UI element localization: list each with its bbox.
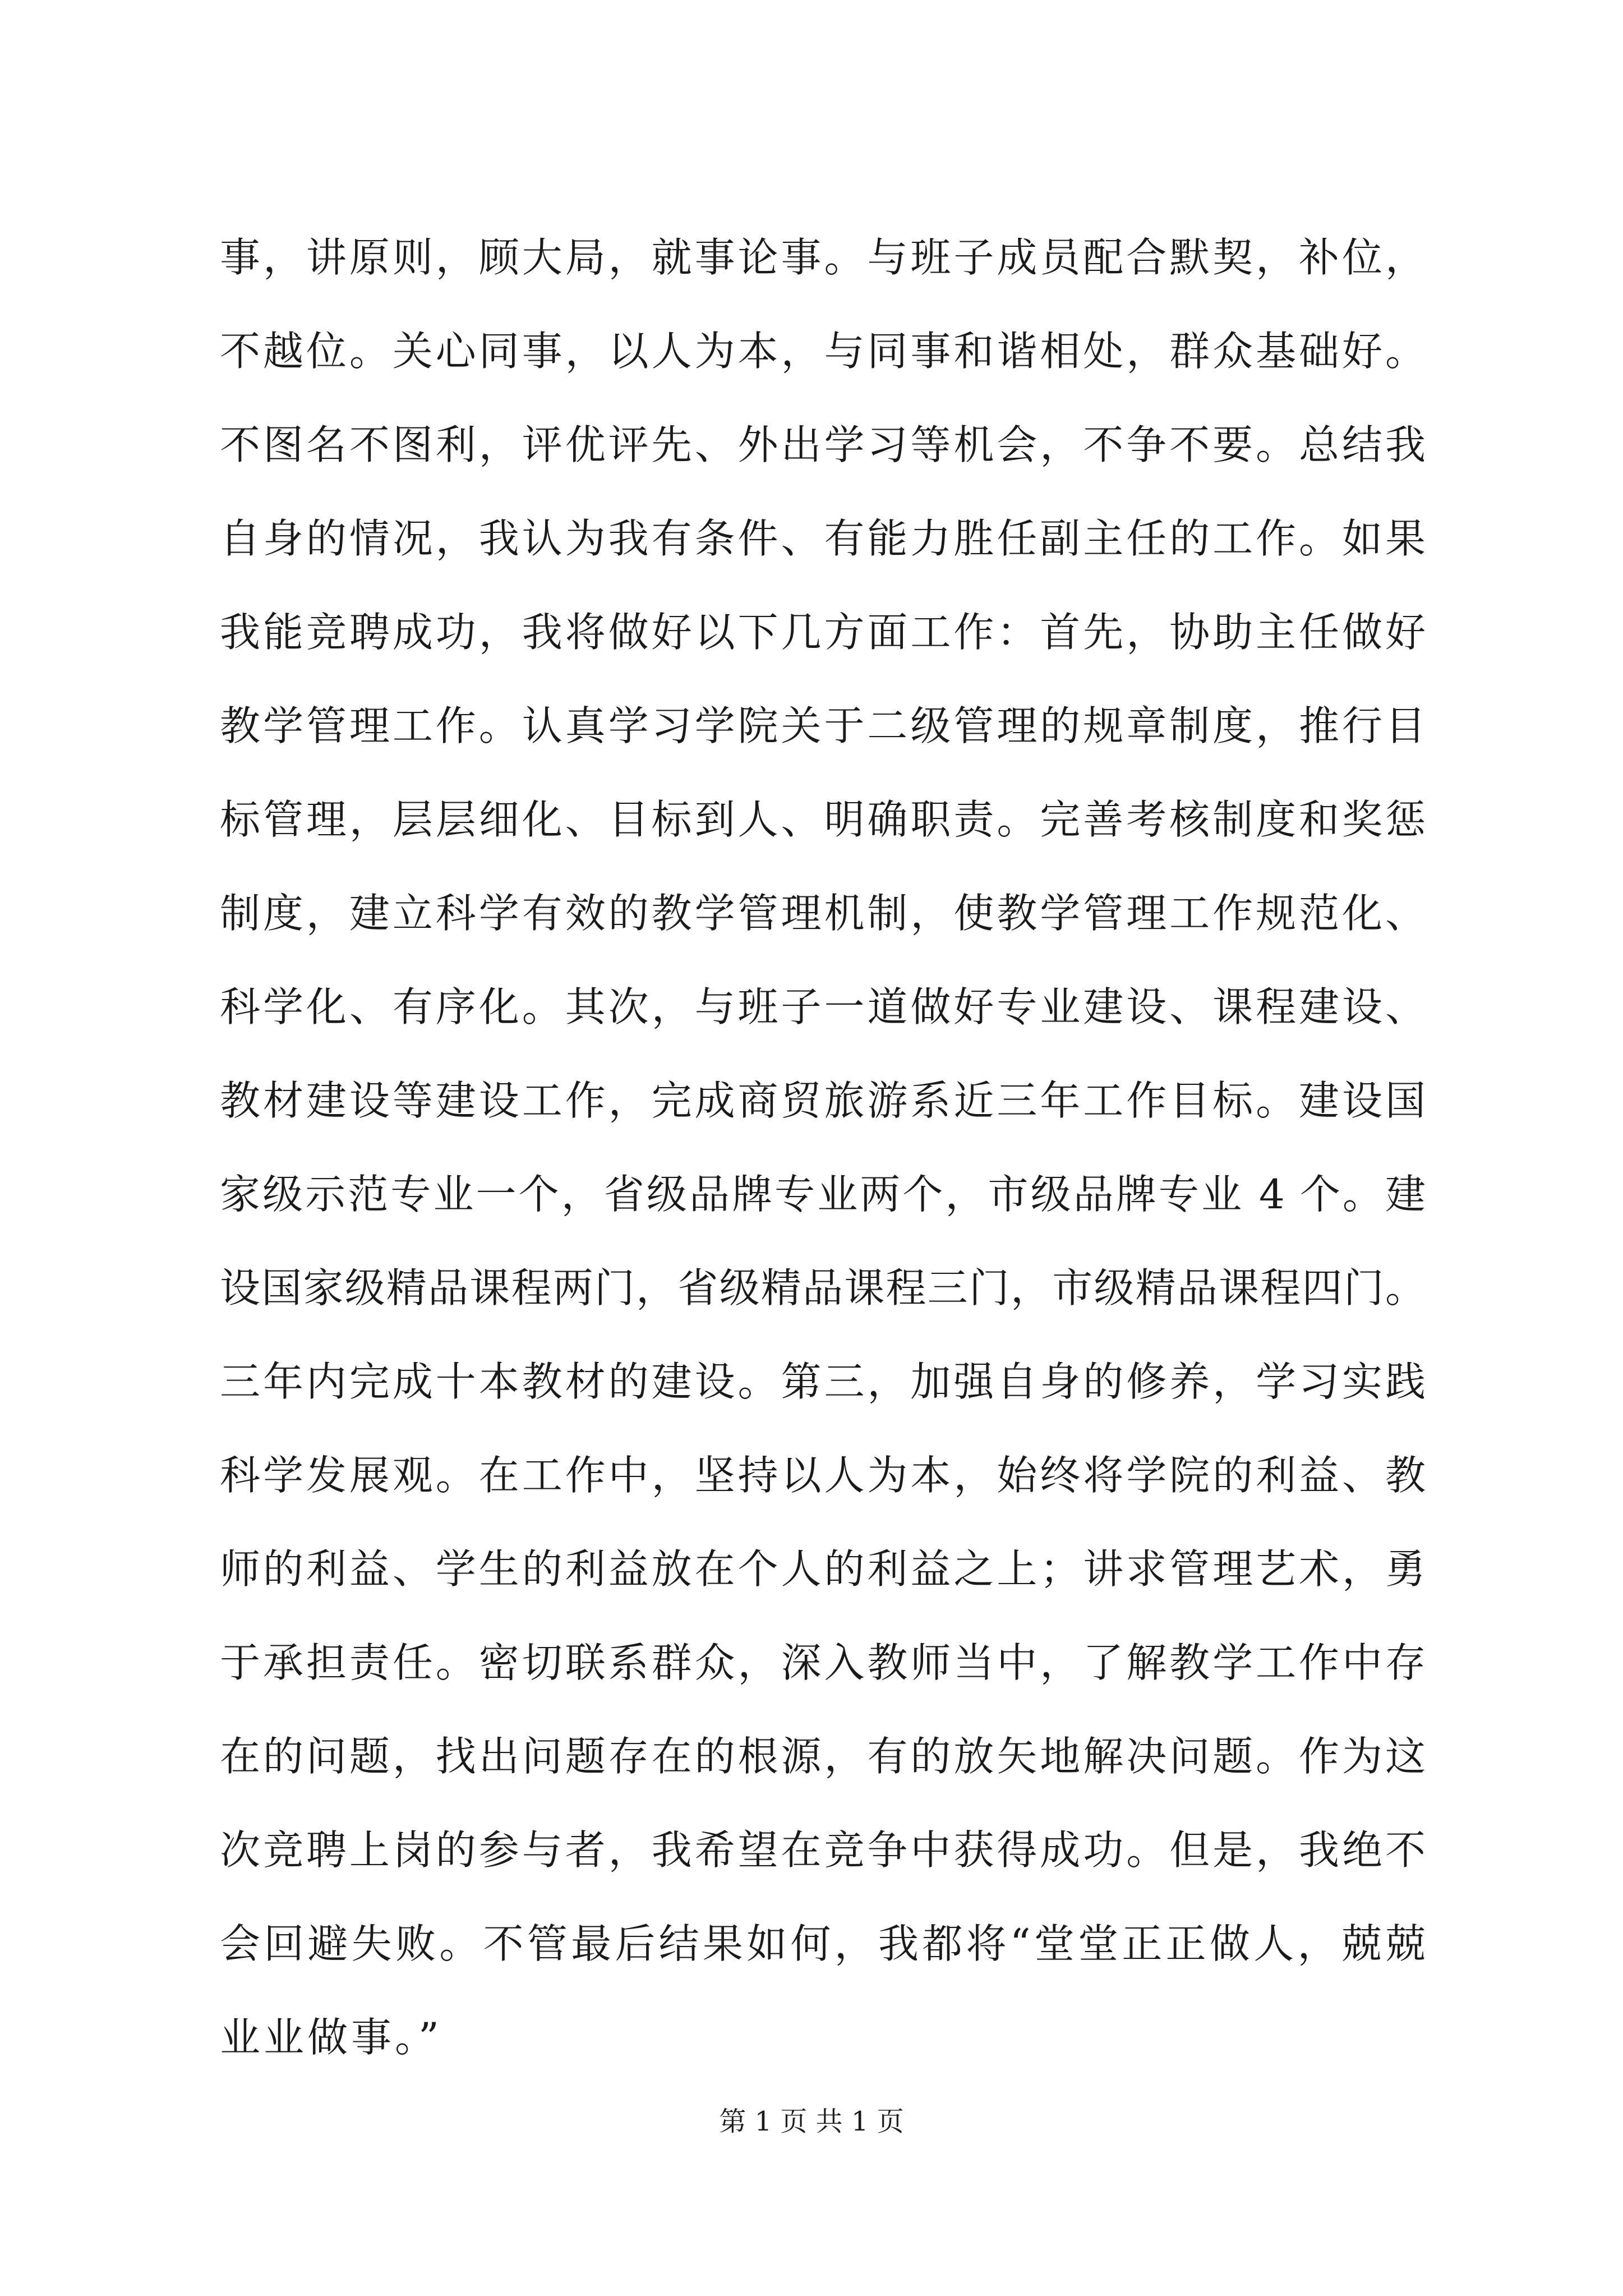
body-paragraph — [220, 211, 1426, 2085]
text-line: 师的利益、学生的利益放在个人的利益之上；讲求管理艺术，勇 — [220, 1545, 1426, 1593]
text-line: 不图名不图利，评优评先、外出学习等机会，不争不要。总结我 — [220, 421, 1426, 468]
text-line: 事，讲原则，顾大局，就事论事。与班子成员配合默契，补位， — [220, 234, 1426, 281]
text-line: 设国家级精品课程两门，省级精品课程三门，市级精品课程四门。 — [220, 1264, 1426, 1312]
text-line: 制度，建立科学有效的教学管理机制，使教学管理工作规范化、 — [220, 890, 1426, 937]
text-line: 标管理，层层细化、目标到人、明确职责。完善考核制度和奖惩 — [220, 796, 1426, 843]
text-line: 会回避失败。不管最后结果如何，我都将“堂堂正正做人，兢兢 — [220, 1920, 1426, 1967]
text-line: 业业做事。” — [220, 2014, 442, 2061]
page-number-footer: 第 1 页 共 1 页 — [719, 2106, 904, 2137]
text-line: 科学化、有序化。其次，与班子一道做好专业建设、课程建设、 — [220, 983, 1426, 1030]
text-line: 于承担责任。密切联系群众，深入教师当中，了解教学工作中存 — [220, 1639, 1426, 1686]
text-line: 科学发展观。在工作中，坚持以人为本，始终将学院的利益、教 — [220, 1452, 1426, 1499]
text-line: 自身的情况，我认为我有条件、有能力胜任副主任的工作。如果 — [220, 515, 1426, 562]
text-line: 不越位。关心同事，以人为本，与同事和谐相处，群众基础好。 — [220, 328, 1426, 375]
text-line: 家级示范专业一个，省级品牌专业两个，市级品牌专业 4 个。建 — [220, 1171, 1426, 1218]
text-line: 教学管理工作。认真学习学院关于二级管理的规章制度，推行目 — [220, 702, 1426, 749]
text-line: 我能竞聘成功，我将做好以下几方面工作：首先，协助主任做好 — [220, 609, 1426, 656]
text-line: 次竞聘上岗的参与者，我希望在竞争中获得成功。但是，我绝不 — [220, 1826, 1426, 1874]
text-line: 在的问题，找出问题存在的根源，有的放矢地解决问题。作为这 — [220, 1733, 1426, 1780]
text-line: 教材建设等建设工作，完成商贸旅游系近三年工作目标。建设国 — [220, 1077, 1426, 1124]
text-line: 三年内完成十本教材的建设。第三，加强自身的修养，学习实践 — [220, 1358, 1426, 1405]
